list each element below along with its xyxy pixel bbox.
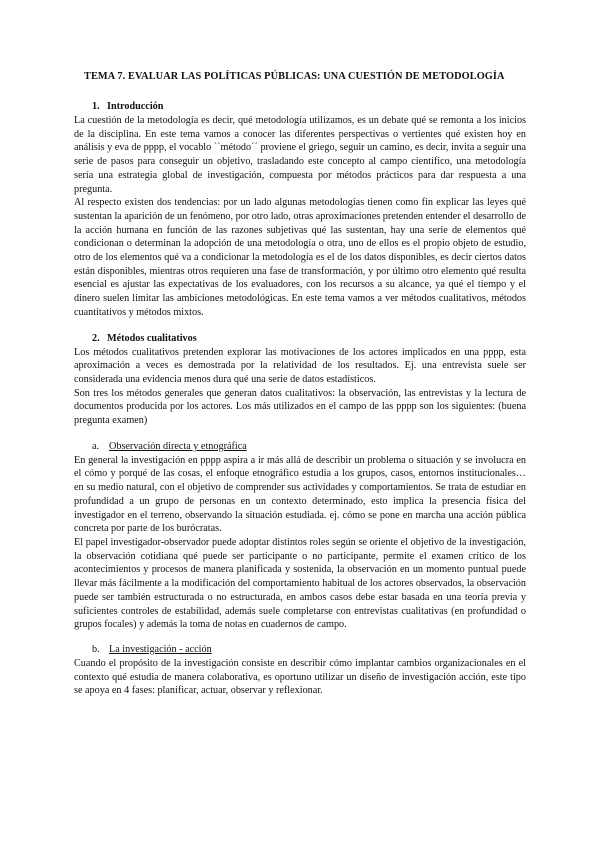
subsection-title: La investigación - acción <box>109 643 212 655</box>
section-heading-metodos-cualitativos <box>92 332 526 345</box>
paragraph: Son tres los métodos generales que generan datos cualitativos: la observación, las entrevistas y la lectura de documentos producida por los actores. Los más utilizados en el campo de las pppp son los siguientes: (buena pregunta examen) <box>74 387 526 427</box>
document-title: TEMA 7. EVALUAR LAS POLÍTICAS PÚBLICAS: UNA CUESTIÓN DE METODOLOGÍA <box>84 71 505 82</box>
subsection-heading-investigacion-accion <box>92 643 526 656</box>
paragraph: Cuando el propósito de la investigación consiste en describir cómo implantar cambios organizacionales en el contexto qué estudia de manera colaborativa, es oportuno utilizar un diseño de investigación acción, este tipo se apoya en 4 fases: planificar, actuar, observar y reflexionar. <box>74 657 526 697</box>
paragraph: La cuestión de la metodología es decir, qué metodología utilizamos, es un debate qué se remonta a los inicios de la disciplina. En este tema vamos a conocer las diferentes perspectivas o vertientes qué existen hoy en análisis y eva de pppp, el vocablo ``método´´ proviene el griego, seguir un camino, es decir, invita a seguir una serie de pasos para conseguir un objetivo, trasladando este concepto al campo científico, una metodología sería una estrategia global de investigación, compuesta por métodos prácticos para dar respuesta a una pregunta. <box>74 115 526 195</box>
subsection-number: b. <box>92 643 100 655</box>
section-number: 2. <box>92 332 100 344</box>
subsection-number: a. <box>92 440 100 452</box>
paragraph: Los métodos cualitativos pretenden explorar las motivaciones de los actores implicados en una pppp, esta aproximación a veces es demostrada por la relatividad de los resultados. Ej. una entrevista suele ser considerada una evidencia menos dura qué una serie de datos estadísticos. <box>74 346 526 385</box>
subsection-heading-observacion <box>92 440 526 453</box>
paragraph: Al respecto existen dos tendencias: por un lado algunas metodologías tienen como fin explicar las leyes qué sustentan la aparición de un fenómeno, por otro lado, otras aproximaciones pretenden entender el desarrollo de la acción humana en función de las razones subjetivas qué las sustentan, hay una serie de elementos qué condicionan o determinan la adopción de una metodología o otra, uno de ellos es el propio objeto de estudio, otro de los elementos qué va a condicionar la metodología es el de los datos disponibles, es decir ciertos datos están disponibles, mientras otros requieren una fase de transformación, y por último otro elemento qué resulta esencial es ajustar las expectativas de los evaluadores, con los recursos a su alcance, ya qué el tiempo y el dinero suelen limitar las ambiciones metodológicas. En este tema vamos a ver métodos cualitativos, métodos cuantitativos y métodos mixtos. <box>74 197 526 318</box>
section-title: Introducción <box>107 101 164 112</box>
section-title: Métodos cualitativos <box>107 332 197 344</box>
document-body <box>74 70 526 698</box>
section-number: 1. <box>92 101 100 112</box>
subsection-title: Observación directa y etnográfica <box>109 440 247 452</box>
paragraph: El papel investigador-observador puede adoptar distintos roles según se oriente el objetivo de la investigación, la observación cotidiana qué puede ser participante o no participante, permite el examen crítico de los acontecimientos y procesos de manera planificada y sostenida, la observación en un momento puntual puede llevar más fácilmente a la modificación del comportamiento habitual de los actores observados, la observación puede ser también estructurada o no estructurada, en ambos casos debe estar basada en una teoría previa y suficientes controles de estabilidad, además suele completarse con entrevistas cualitativas (en profundidad o grupos focales) y además la toma de notas en cuadernos de campo. <box>74 536 526 631</box>
section-heading-introduccion <box>92 100 526 113</box>
paragraph: En general la investigación en pppp aspira a ir más allá de describir un problema o situación y se involucra en el cómo y porqué de las cosas, el enfoque etnográfico estudia a los grupos, casos, entornos institucionales… en su medio natural, con el objetivo de comprender sus actividades y comportamientos. Se trata de estudiar en profundidad a un grupo de personas en un contexto determinado, esto implica la presencia física del investigador en el terreno, observando la situación estudiada. ej. cómo se pone en marcha una acción pública concreta por parte de los burócratas. <box>74 454 526 535</box>
